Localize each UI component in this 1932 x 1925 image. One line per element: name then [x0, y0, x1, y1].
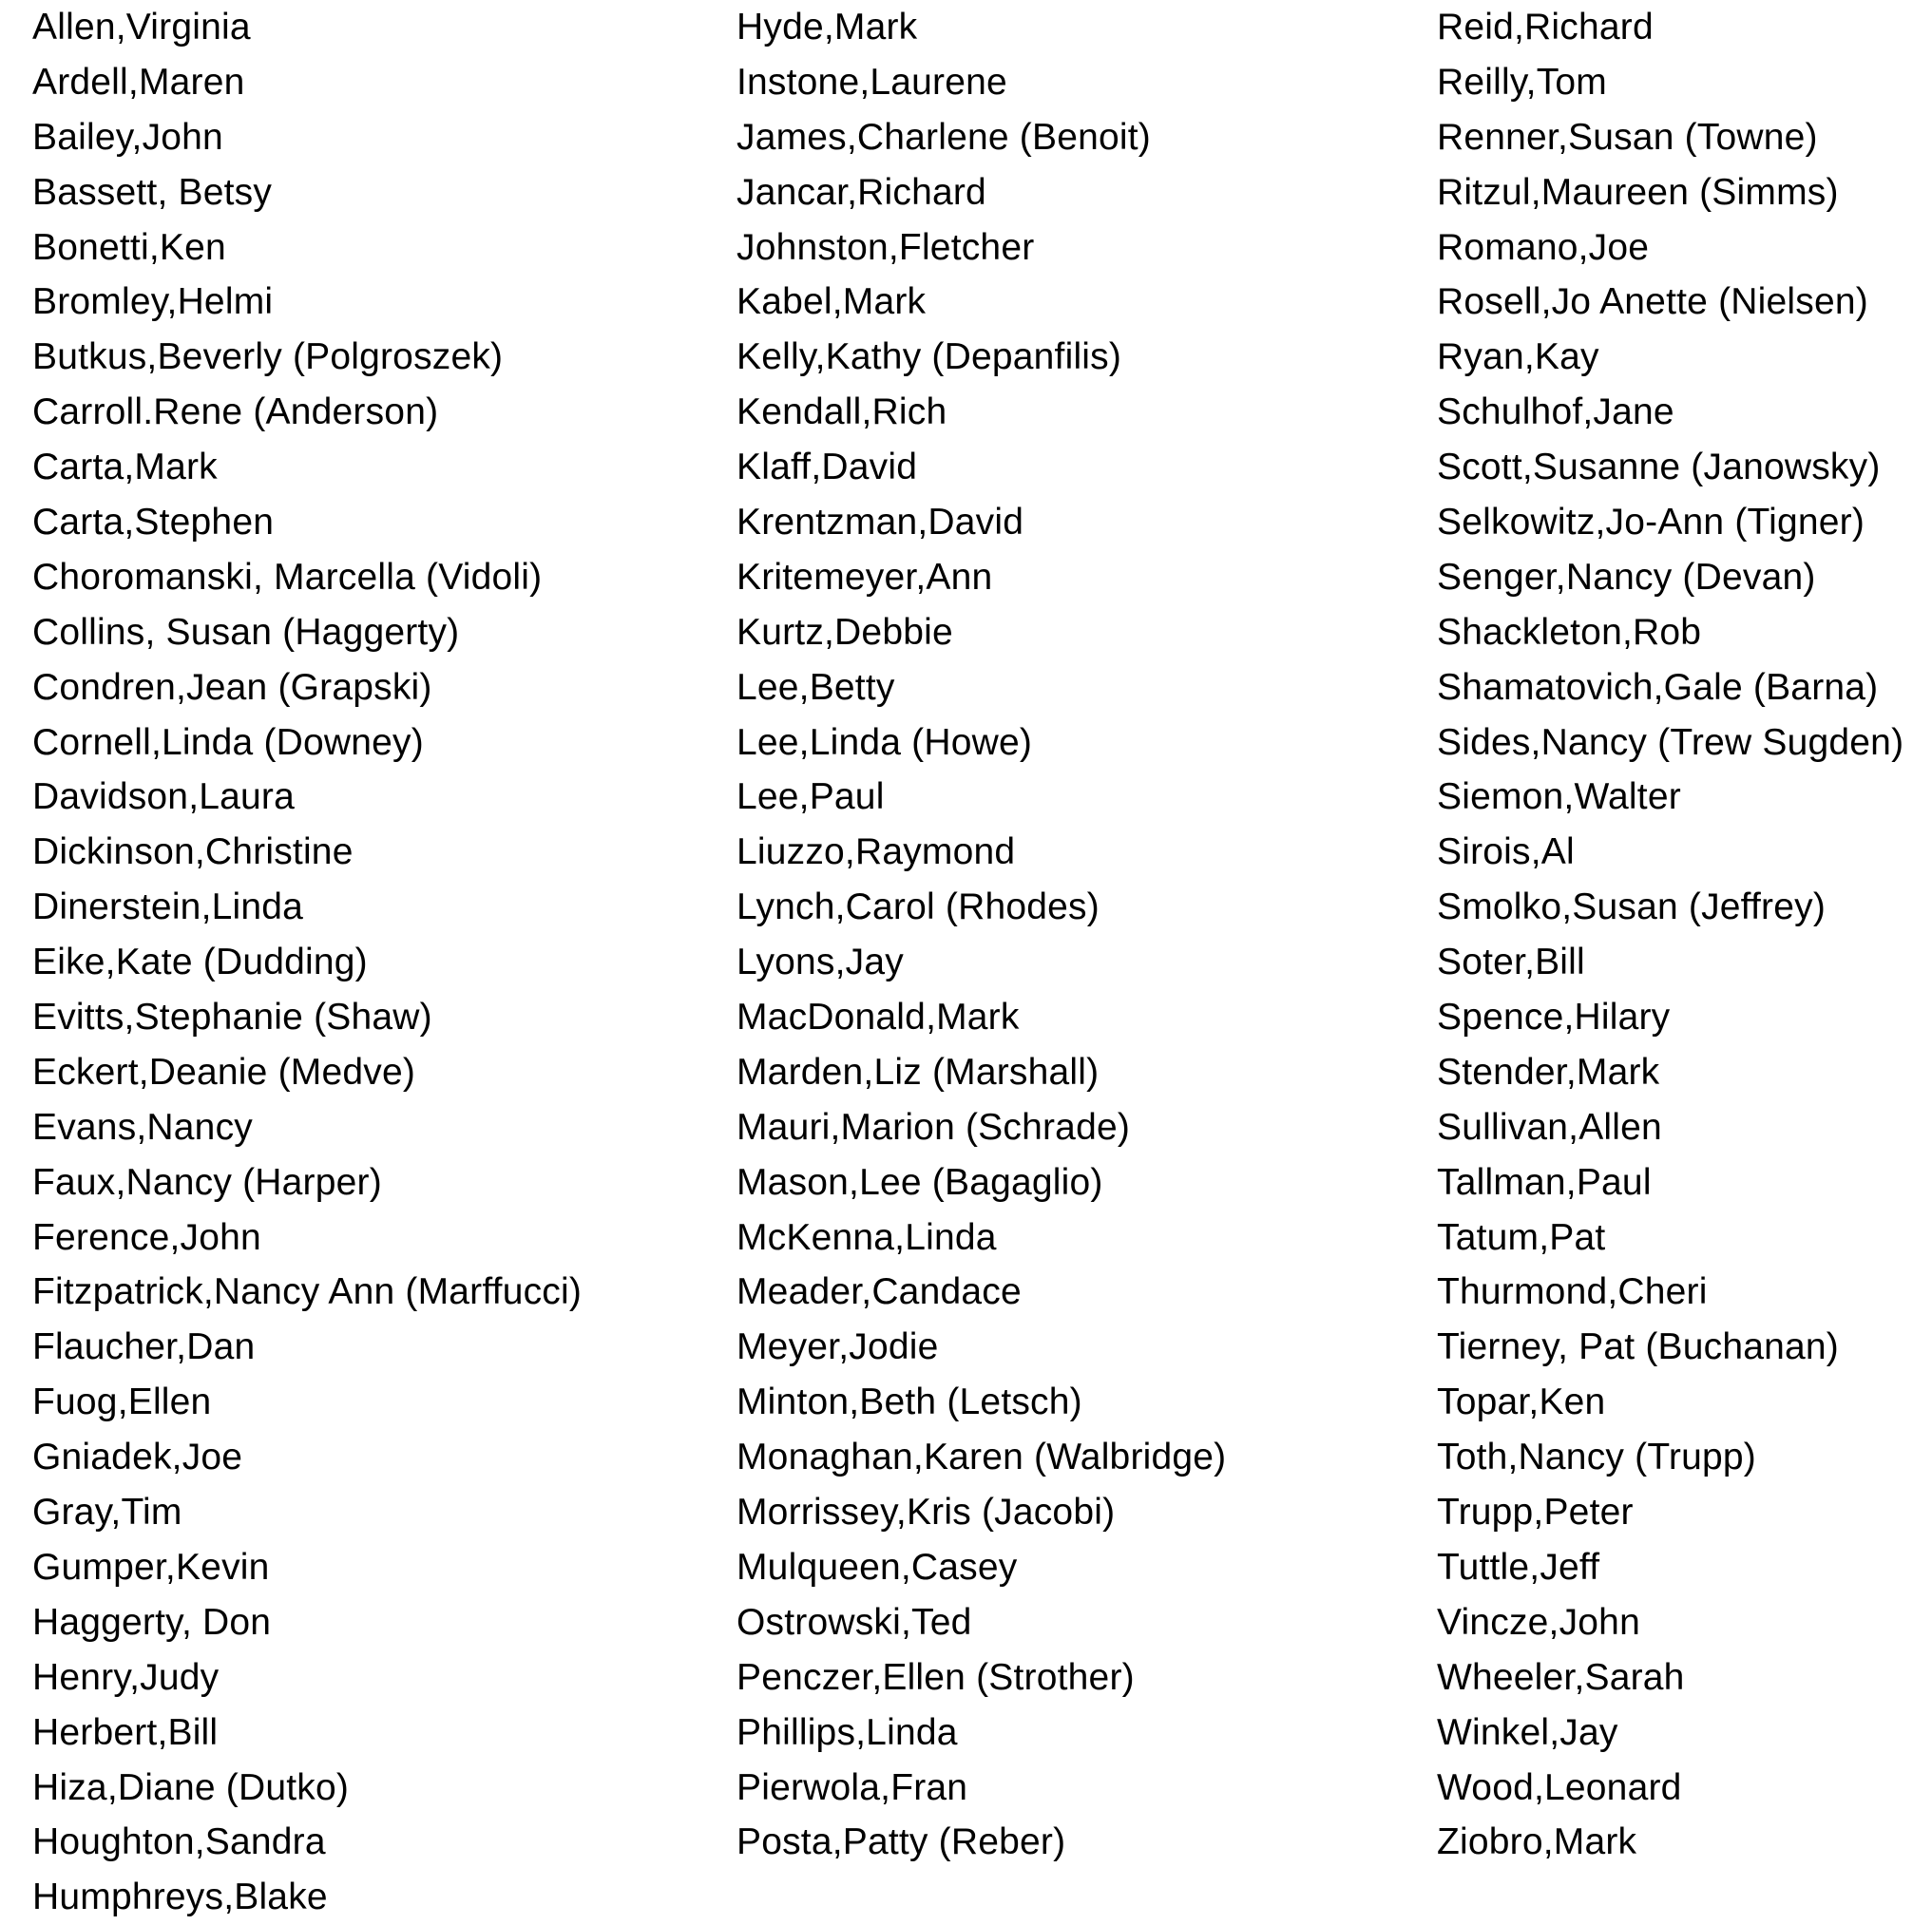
- name-entry: Trupp,Peter: [1437, 1492, 1634, 1534]
- name-entry: Carroll.Rene (Anderson): [32, 391, 439, 433]
- name-entry: Reid,Richard: [1437, 7, 1654, 48]
- name-entry: Tallman,Paul: [1437, 1161, 1652, 1203]
- name-entry: Meader,Candace: [736, 1271, 1022, 1313]
- name-entry: Kurtz,Debbie: [736, 611, 953, 653]
- name-entry: Penczer,Ellen (Strother): [736, 1656, 1135, 1698]
- name-entry: Toth,Nancy (Trupp): [1437, 1437, 1756, 1478]
- name-entry: Henry,Judy: [32, 1656, 220, 1698]
- name-entry: Bassett, Betsy: [32, 171, 273, 213]
- name-entry: Mason,Lee (Bagaglio): [736, 1161, 1103, 1203]
- name-entry: Vincze,John: [1437, 1601, 1640, 1643]
- name-entry: Lee,Paul: [736, 776, 885, 818]
- name-entry: Thurmond,Cheri: [1437, 1271, 1708, 1313]
- name-entry: Kabel,Mark: [736, 281, 927, 323]
- name-entry: Faux,Nancy (Harper): [32, 1161, 382, 1203]
- name-entry: Meyer,Jodie: [736, 1326, 939, 1368]
- name-entry: Liuzzo,Raymond: [736, 831, 1016, 873]
- name-entry: Carta,Stephen: [32, 502, 275, 543]
- name-entry: Hyde,Mark: [736, 7, 918, 48]
- name-entry: Soter,Bill: [1437, 942, 1585, 983]
- name-entry: Collins, Susan (Haggerty): [32, 611, 460, 653]
- name-column-3: [1437, 0, 1903, 1870]
- name-entry: Selkowitz,Jo-Ann (Tigner): [1437, 502, 1865, 543]
- name-entry: Senger,Nancy (Devan): [1437, 556, 1816, 598]
- name-entry: Bonetti,Ken: [32, 226, 226, 268]
- name-entry: Choromanski, Marcella (Vidoli): [32, 556, 543, 598]
- name-entry: Scott,Susanne (Janowsky): [1437, 447, 1881, 488]
- name-entry: Marden,Liz (Marshall): [736, 1051, 1100, 1093]
- name-entry: Allen,Virginia: [32, 7, 251, 48]
- name-entry: Minton,Beth (Letsch): [736, 1382, 1082, 1423]
- name-entry: Schulhof,Jane: [1437, 391, 1674, 433]
- name-entry: Eike,Kate (Dudding): [32, 942, 368, 983]
- name-entry: Siemon,Walter: [1437, 776, 1681, 818]
- name-entry: Tierney, Pat (Buchanan): [1437, 1326, 1839, 1368]
- name-entry: Topar,Ken: [1437, 1382, 1606, 1423]
- name-entry: Haggerty, Don: [32, 1601, 272, 1643]
- name-entry: Fuog,Ellen: [32, 1382, 212, 1423]
- name-entry: Sirois,Al: [1437, 831, 1575, 873]
- name-entry: Herbert,Bill: [32, 1711, 219, 1753]
- name-entry: Johnston,Fletcher: [736, 226, 1035, 268]
- name-entry: Ostrowski,Ted: [736, 1601, 972, 1643]
- name-entry: Tatum,Pat: [1437, 1216, 1606, 1258]
- name-entry: Gumper,Kevin: [32, 1546, 270, 1588]
- name-entry: Fitzpatrick,Nancy Ann (Marffucci): [32, 1271, 583, 1313]
- name-entry: Gniadek,Joe: [32, 1437, 243, 1478]
- name-entry: Carta,Mark: [32, 447, 218, 488]
- name-entry: James,Charlene (Benoit): [736, 116, 1151, 158]
- name-entry: Spence,Hilary: [1437, 997, 1671, 1039]
- name-entry: Klaff,David: [736, 447, 918, 488]
- name-entry: Winkel,Jay: [1437, 1711, 1618, 1753]
- name-entry: Instone,Laurene: [736, 61, 1007, 103]
- name-entry: Dinerstein,Linda: [32, 886, 304, 928]
- name-entry: Lyons,Jay: [736, 942, 904, 983]
- name-entry: Humphreys,Blake: [32, 1877, 328, 1918]
- name-entry: Bailey,John: [32, 116, 223, 158]
- name-entry: Krentzman,David: [736, 502, 1024, 543]
- name-entry: Stender,Mark: [1437, 1051, 1660, 1093]
- name-entry: Condren,Jean (Grapski): [32, 666, 432, 708]
- name-entry: Dickinson,Christine: [32, 831, 354, 873]
- name-entry: Evans,Nancy: [32, 1106, 253, 1148]
- name-entry: McKenna,Linda: [736, 1216, 997, 1258]
- name-entry: Morrissey,Kris (Jacobi): [736, 1492, 1116, 1534]
- name-entry: Lee,Linda (Howe): [736, 721, 1033, 763]
- name-entry: Sides,Nancy (Trew Sugden): [1437, 721, 1904, 763]
- name-entry: Houghton,Sandra: [32, 1821, 326, 1863]
- name-entry: Ritzul,Maureen (Simms): [1437, 171, 1839, 213]
- name-entry: Shamatovich,Gale (Barna): [1437, 666, 1879, 708]
- name-entry: Kritemeyer,Ann: [736, 556, 993, 598]
- name-entry: Evitts,Stephanie (Shaw): [32, 997, 432, 1039]
- name-entry: Mulqueen,Casey: [736, 1546, 1018, 1588]
- name-entry: Ryan,Kay: [1437, 336, 1599, 378]
- name-entry: Kelly,Kathy (Depanfilis): [736, 336, 1122, 378]
- name-entry: Sullivan,Allen: [1437, 1106, 1662, 1148]
- name-entry: Mauri,Marion (Schrade): [736, 1106, 1131, 1148]
- name-entry: Lee,Betty: [736, 666, 895, 708]
- name-entry: Renner,Susan (Towne): [1437, 116, 1818, 158]
- name-entry: Phillips,Linda: [736, 1711, 958, 1753]
- name-entry: Butkus,Beverly (Polgroszek): [32, 336, 504, 378]
- name-entry: Cornell,Linda (Downey): [32, 721, 424, 763]
- name-entry: Jancar,Richard: [736, 171, 986, 213]
- name-entry: Rosell,Jo Anette (Nielsen): [1437, 281, 1868, 323]
- name-entry: Flaucher,Dan: [32, 1326, 256, 1368]
- name-entry: Ference,John: [32, 1216, 261, 1258]
- name-entry: Ardell,Maren: [32, 61, 245, 103]
- name-entry: Monaghan,Karen (Walbridge): [736, 1437, 1227, 1478]
- name-entry: Wheeler,Sarah: [1437, 1656, 1685, 1698]
- name-entry: Smolko,Susan (Jeffrey): [1437, 886, 1827, 928]
- name-entry: Bromley,Helmi: [32, 281, 274, 323]
- name-entry: Romano,Joe: [1437, 226, 1650, 268]
- name-entry: Posta,Patty (Reber): [736, 1821, 1066, 1863]
- name-column-2: [736, 0, 1226, 1870]
- name-entry: Davidson,Laura: [32, 776, 295, 818]
- name-entry: Wood,Leonard: [1437, 1766, 1682, 1808]
- name-entry: Reilly,Tom: [1437, 61, 1607, 103]
- name-entry: Lynch,Carol (Rhodes): [736, 886, 1100, 928]
- name-entry: Ziobro,Mark: [1437, 1821, 1637, 1863]
- name-entry: Shackleton,Rob: [1437, 611, 1702, 653]
- name-entry: Eckert,Deanie (Medve): [32, 1051, 416, 1093]
- name-entry: Hiza,Diane (Dutko): [32, 1766, 350, 1808]
- name-column-1: [32, 0, 582, 1925]
- name-entry: Tuttle,Jeff: [1437, 1546, 1600, 1588]
- name-entry: Kendall,Rich: [736, 391, 947, 433]
- name-entry: MacDonald,Mark: [736, 997, 1020, 1039]
- name-entry: Gray,Tim: [32, 1492, 182, 1534]
- name-entry: Pierwola,Fran: [736, 1766, 968, 1808]
